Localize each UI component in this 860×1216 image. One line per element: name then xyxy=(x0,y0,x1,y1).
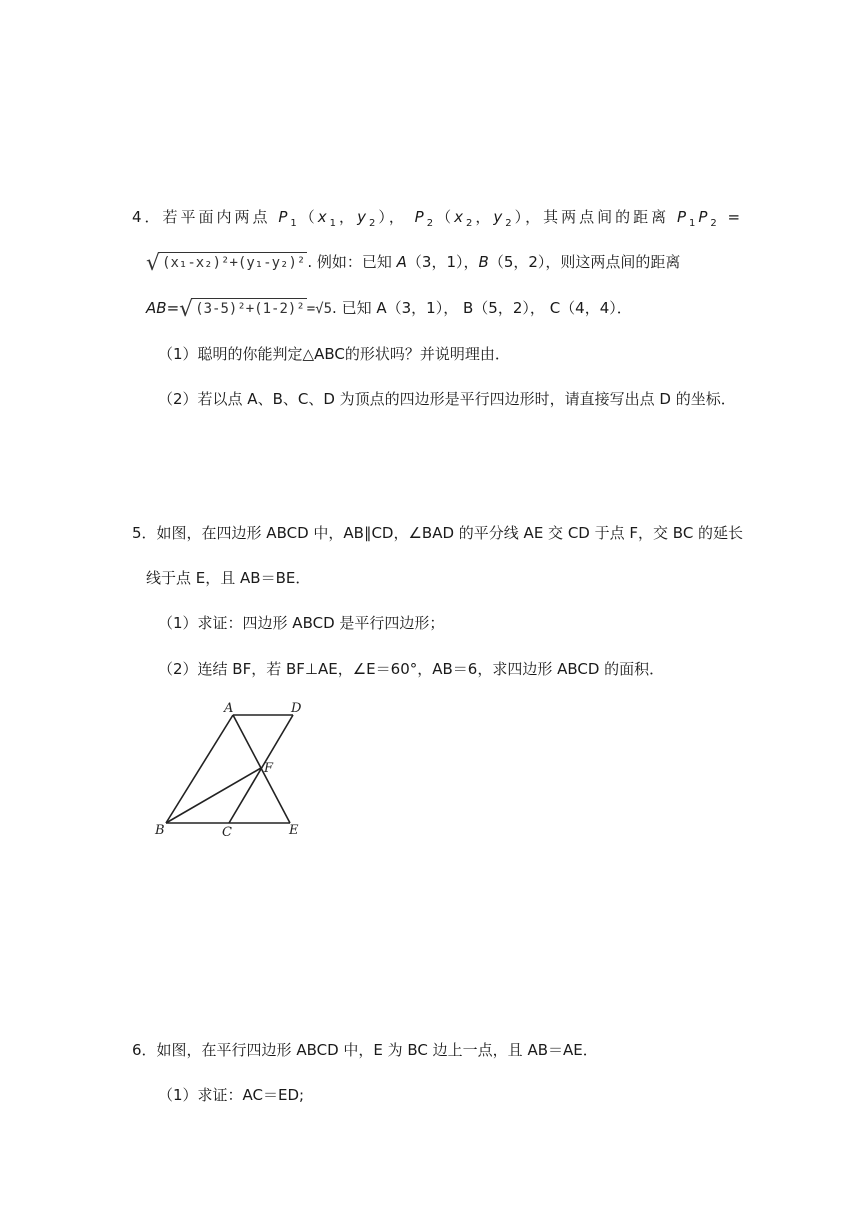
q4-distance-text: ，其两点间的距离 xyxy=(525,208,670,226)
q4-example-text: . 例如：已知 xyxy=(307,253,392,271)
segment-DC xyxy=(229,715,293,823)
label-F: F xyxy=(264,761,274,776)
label-A: A xyxy=(224,701,234,716)
q4-line-3: AB=√ (3-5)²+(1-2)² =√5. 已知 A（3，1）， B（5，2）， C（4，4）． xyxy=(146,297,632,322)
q4-intro: 若平面内两点 xyxy=(162,208,271,226)
q6-sub-1: （1）求证：AC＝ED; xyxy=(158,1086,305,1104)
ab-formula: √ (3-5)²+(1-2)² xyxy=(179,297,305,322)
label-E: E xyxy=(289,823,299,838)
segment-BF xyxy=(166,768,261,823)
point-C: C（4，4）． xyxy=(549,299,632,317)
q5-sub-2: （2）连结 BF，若 BF⊥AE，∠E＝60°，AB＝6，求四边形 ABCD 的面积． xyxy=(158,660,665,678)
q4-line-1: 4．若平面内两点 $P_1(x_1$，$y_2$）， $P_2(x_2$，$y_2$），其两点间的距离 $P_1P_2$ = xyxy=(132,208,744,229)
label-C: C xyxy=(222,825,232,840)
label-D: D xyxy=(291,701,302,716)
distance-formula: √ (x₁-x₂)²+(y₁-y₂)² xyxy=(146,251,306,276)
q4-line-2: √ (x₁-x₂)²+(y₁-y₂)² . 例如：已知 A（3，1），B（5，2），则这两点间的距离 xyxy=(146,251,681,276)
q4-example-tail: ，则这两点间的距离 xyxy=(545,253,681,271)
segment-AE xyxy=(233,715,290,823)
point-B: B（5，2） xyxy=(463,299,530,317)
q4-example-A: A xyxy=(396,253,407,271)
label-B: B xyxy=(155,823,165,838)
q4-sub-2: （2）若以点 A、B、C、D 为顶点的四边形是平行四边形时，请直接写出点 D 的坐标． xyxy=(158,390,736,408)
q5-line-2: 线于点 E，且 AB＝BE． xyxy=(146,569,311,587)
q4-sub-1: （1）聪明的你能判定△ABC的形状吗？并说明理由． xyxy=(158,345,510,363)
q5-line-1: 5．如图，在四边形 ABCD 中，AB∥CD，∠BAD 的平分线 AE 交 CD 于点 F，交 BC 的延长 xyxy=(132,524,744,542)
segment-AB xyxy=(166,715,233,823)
q4-number: 4． xyxy=(132,208,163,226)
q5-sub-1: （1）求证：四边形 ABCD 是平行四边形； xyxy=(158,614,445,632)
point-A: A（3，1） xyxy=(376,299,444,317)
q6-line-1: 6．如图，在平行四边形 ABCD 中，E 为 BC 边上一点，且 AB＝AE． xyxy=(132,1041,598,1059)
